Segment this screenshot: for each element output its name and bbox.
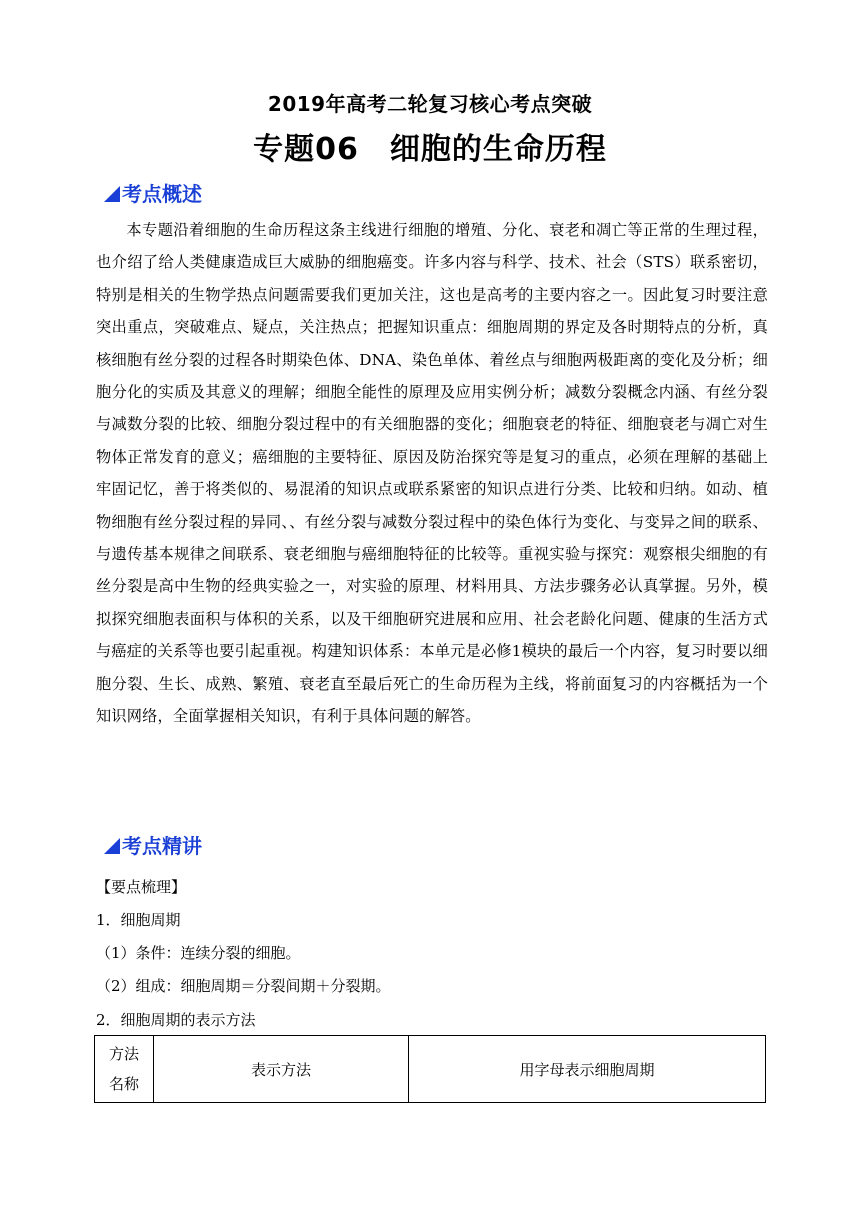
table-row <box>95 1036 766 1103</box>
triangle-marker-icon <box>104 186 120 202</box>
table-header-representation: 表示方法 <box>154 1036 409 1103</box>
list-item-cell-cycle: 1．细胞周期 <box>96 911 181 929</box>
list-item-representation: 2．细胞周期的表示方法 <box>96 1011 256 1029</box>
section-heading-label: 考点概述 <box>122 182 202 206</box>
section-heading-detail <box>104 830 202 859</box>
methods-table <box>94 1035 766 1103</box>
points-label: 【要点梳理】 <box>96 878 187 896</box>
document-title: 专题06 细胞的生命历程 <box>253 132 607 167</box>
list-item-composition: （2）组成：细胞周期＝分裂间期＋分裂期。 <box>96 977 391 995</box>
document-subtitle: 2019年高考二轮复习核心考点突破 <box>267 92 593 116</box>
section-heading-overview <box>104 178 202 207</box>
table-header-method-name: 方法 名称 <box>95 1036 154 1103</box>
table-header-letter-notation: 用字母表示细胞周期 <box>409 1036 766 1103</box>
list-item-condition: （1）条件：连续分裂的细胞。 <box>96 944 301 962</box>
overview-paragraph: 本专题沿着细胞的生命历程这条主线进行细胞的增殖、分化、衰老和凋亡等正常的生理过程，也介绍了给人类健康造成巨大威胁的细胞癌变。许多内容与科学、技术、社会（STS）联系密切，特别是相关的生物学热点问题需要我们更加关注，这也是高考的主要内容之一。因此复习时要注意突出重点，突破难点、疑点，关注热点；把握知识重点：细胞周期的界定及各时期特点的分析，真核细胞有丝分裂的过程各时期染色体、DNA、染色单体、着丝点与细胞两极距离的变化及分析；细胞分化的实质及其意义的理解；细胞全能性的原理及应用实例分析；减数分裂概念内涵、有丝分裂与减数分裂的比较、细胞分裂过程中的有关细胞器的变化；细胞衰老的特征、细胞衰老与凋亡对生物体正常发育的意义；癌细胞的主要特征、原因及防治探究等是复习的重点，必须在理解的基础上牢固记忆，善于将类似的、易混淆的知识点或联系紧密的知识点进行分类、比较和归纳。如动、植物细胞有丝分裂过程的异同、、有丝分裂与减数分裂过程中的染色体行为变化、与变异之间的联系、与遗传基本规律之间联系、衰老细胞与癌细胞特征的比较等。重视实验与探究：观察根尖细胞的有丝分裂是高中生物的经典实验之一，对实验的原理、材料用具、方法步骤务必认真掌握。另外，模拟探究细胞表面积与体积的关系，以及干细胞研究进展和应用、社会老龄化问题、健康的生活方式与癌症的关系等也要引起重视。构建知识体系：本单元是必修1模块的最后一个内容，复习时要以细胞分裂、生长、成熟、繁殖、衰老直至最后死亡的生命历程为主线，将前面复习的内容概括为一个知识网络，全面掌握相关知识，有利于具体问题的解答。 <box>96 221 768 726</box>
triangle-marker-icon <box>104 838 120 854</box>
section-heading-label: 考点精讲 <box>122 834 202 858</box>
